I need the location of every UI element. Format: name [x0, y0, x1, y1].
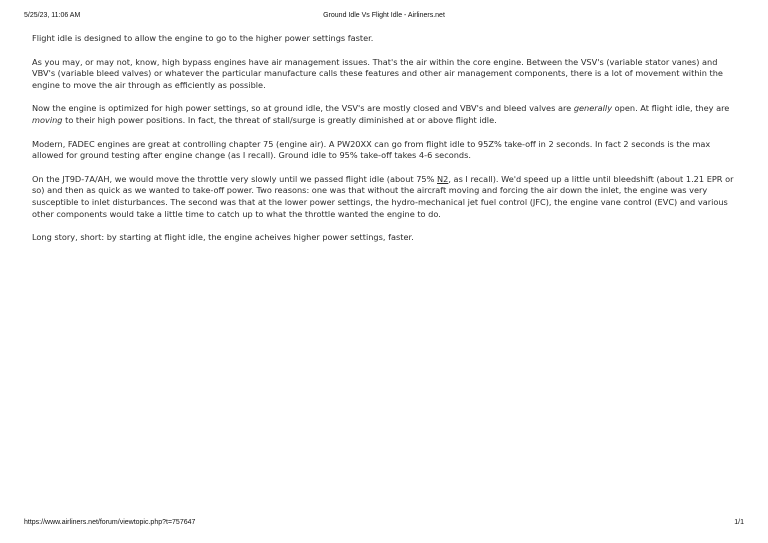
paragraph-2: As you may, or may not, know, high bypass engines have air management issues. That's the air within the core engine. Between the VSV's (variable stator vanes) and VBV's (variable bleed valves) or whatever the particular manufacture calls these features and other air management components, there is a lot of movement within the engine to move the air through as efficiently as possible. [32, 56, 723, 90]
paragraph-3-text-b: open. At flight idle, they are [612, 103, 730, 114]
post-body [32, 33, 737, 256]
paragraph-5-text-a: On the JT9D-7A/AH, we would move the throttle very slowly until we passed flight idle (about 75% [32, 173, 437, 184]
page-number: 1/1 [734, 519, 744, 526]
print-url: https://www.airliners.net/forum/viewtopic.php?t=757647 [24, 519, 196, 526]
paragraph-1: Flight idle is designed to allow the engine to go to the higher power settings faster. [32, 33, 374, 43]
emphasis-generally: generally [573, 103, 613, 114]
print-page-title: Ground Idle Vs Flight Idle - Airliners.net [323, 12, 445, 19]
paragraph-5-text-b: , as I recall). We'd speed up a little until bleedshift (about 1.21 EPR or so) and then as quick as we wanted to take-off power. Two reasons: one was that without the aircraft moving and forcing the air down the inlet, the engine was very susceptible to inlet disturbances. The second was that at the lower power settings, the hydro-mechanical jet fuel control (JFC), the engine vane control (EVC) and various other components would take a little time to catch up to what the throttle wanted the engine to do. [32, 173, 734, 219]
print-header [24, 12, 744, 24]
paragraph-5 [32, 174, 737, 220]
emphasis-moving: moving [32, 114, 63, 125]
underlined-n2: N2 [437, 173, 449, 184]
print-datetime: 5/25/23, 11:06 AM [24, 12, 81, 19]
paragraph-3 [32, 103, 737, 126]
paragraph-3-text-c: to their high power positions. In fact, the threat of stall/surge is greatly diminished at or above flight idle. [62, 114, 497, 125]
paragraph-6: Long story, short: by starting at flight idle, the engine acheives higher power settings, faster. [32, 232, 414, 243]
paragraph-4: Modern, FADEC engines are great at controlling chapter 75 (engine air). A PW20XX can go from flight idle to 95Z% take-off in 2 seconds. In fact 2 seconds is the max allowed for ground testing after engine change (as I recall). Ground idle to 95% take-off takes 4-6 seconds. [32, 138, 711, 161]
paragraph-3-text-a: Now the engine is optimized for high power settings, so at ground idle, the VSV's are mostly closed and VBV's and bleed valves are [32, 103, 574, 114]
print-footer [24, 519, 744, 531]
